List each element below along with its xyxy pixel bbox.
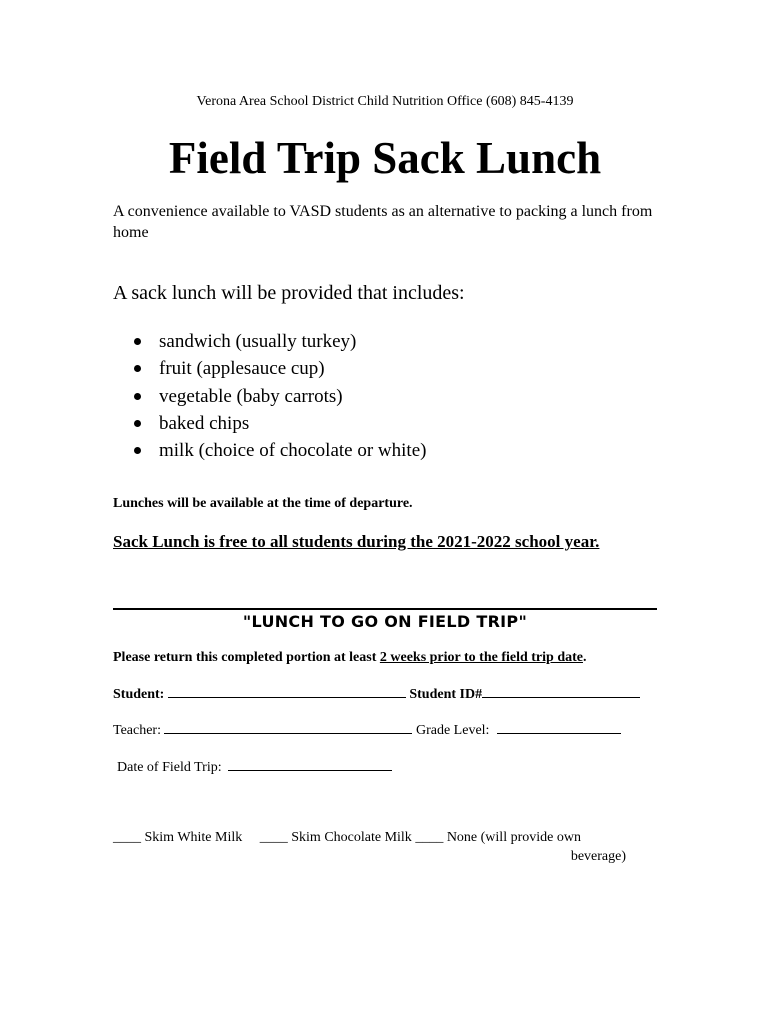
milk-blank: ____: [259, 830, 288, 845]
milk-blank: ____: [113, 830, 141, 845]
list-item: [134, 437, 426, 464]
office-contact-line: Verona Area School District Child Nutrition Office (608) 845-4139: [196, 94, 574, 109]
bullet-icon: [134, 420, 141, 427]
student-name-field[interactable]: [168, 685, 406, 698]
milk-choice-row: [113, 828, 626, 866]
bullet-icon: [134, 365, 141, 372]
free-lunch-note: Sack Lunch is free to all students during the 2021-2022 school year.: [113, 532, 600, 551]
grade-level-field[interactable]: [497, 721, 621, 734]
return-deadline: 2 weeks prior to the field trip date: [379, 650, 583, 665]
return-instruction: [113, 650, 586, 666]
return-instruction-prefix: Please return this completed portion at least: [113, 650, 380, 665]
trip-date-field[interactable]: [228, 758, 392, 771]
trip-date-label: Date of Field Trip:: [117, 760, 222, 775]
list-item-label: vegetable (baby carrots): [159, 385, 343, 407]
milk-option-skim-white[interactable]: [113, 830, 242, 845]
milk-option-label: None (will provide own: [446, 830, 581, 845]
list-item-label: baked chips: [159, 412, 250, 434]
grade-level-label: Grade Level:: [415, 723, 490, 738]
student-id-field[interactable]: [482, 685, 640, 698]
form-divider: [113, 608, 657, 610]
milk-blank: ____: [415, 830, 444, 845]
date-row: [117, 758, 392, 776]
milk-option-none-continued: beverage): [570, 849, 626, 864]
form-heading: "LUNCH TO GO ON FIELD TRIP": [242, 612, 528, 631]
list-item-label: fruit (applesauce cup): [159, 358, 325, 380]
milk-option-skim-chocolate[interactable]: [260, 830, 412, 845]
page-title: Field Trip Sack Lunch: [168, 133, 602, 183]
teacher-name-field[interactable]: [164, 721, 412, 734]
student-row: [113, 685, 640, 703]
bullet-icon: [134, 393, 141, 400]
bullet-icon: [134, 338, 141, 345]
student-label: Student:: [113, 687, 165, 702]
list-item: [134, 383, 426, 410]
includes-heading: A sack lunch will be provided that includes:: [113, 282, 465, 304]
milk-option-label: Skim Chocolate Milk: [291, 830, 412, 845]
list-item-label: sandwich (usually turkey): [159, 331, 357, 352]
intro-text: A convenience available to VASD students as an alternative to packing a lunch from home: [113, 203, 653, 241]
return-instruction-suffix: .: [582, 650, 587, 665]
milk-option-none[interactable]: [415, 830, 581, 845]
list-item: [134, 355, 426, 382]
teacher-row: [113, 721, 621, 739]
list-item: [134, 410, 426, 437]
milk-option-label: Skim White Milk: [144, 830, 243, 845]
student-id-label: Student ID#: [409, 687, 483, 702]
teacher-label: Teacher:: [113, 723, 161, 738]
departure-note: Lunches will be available at the time of departure.: [113, 496, 413, 511]
bullet-icon: [134, 447, 141, 454]
list-item: [134, 328, 426, 355]
lunch-items-list: [134, 328, 426, 464]
list-item-label: milk (choice of chocolate or white): [159, 440, 427, 462]
